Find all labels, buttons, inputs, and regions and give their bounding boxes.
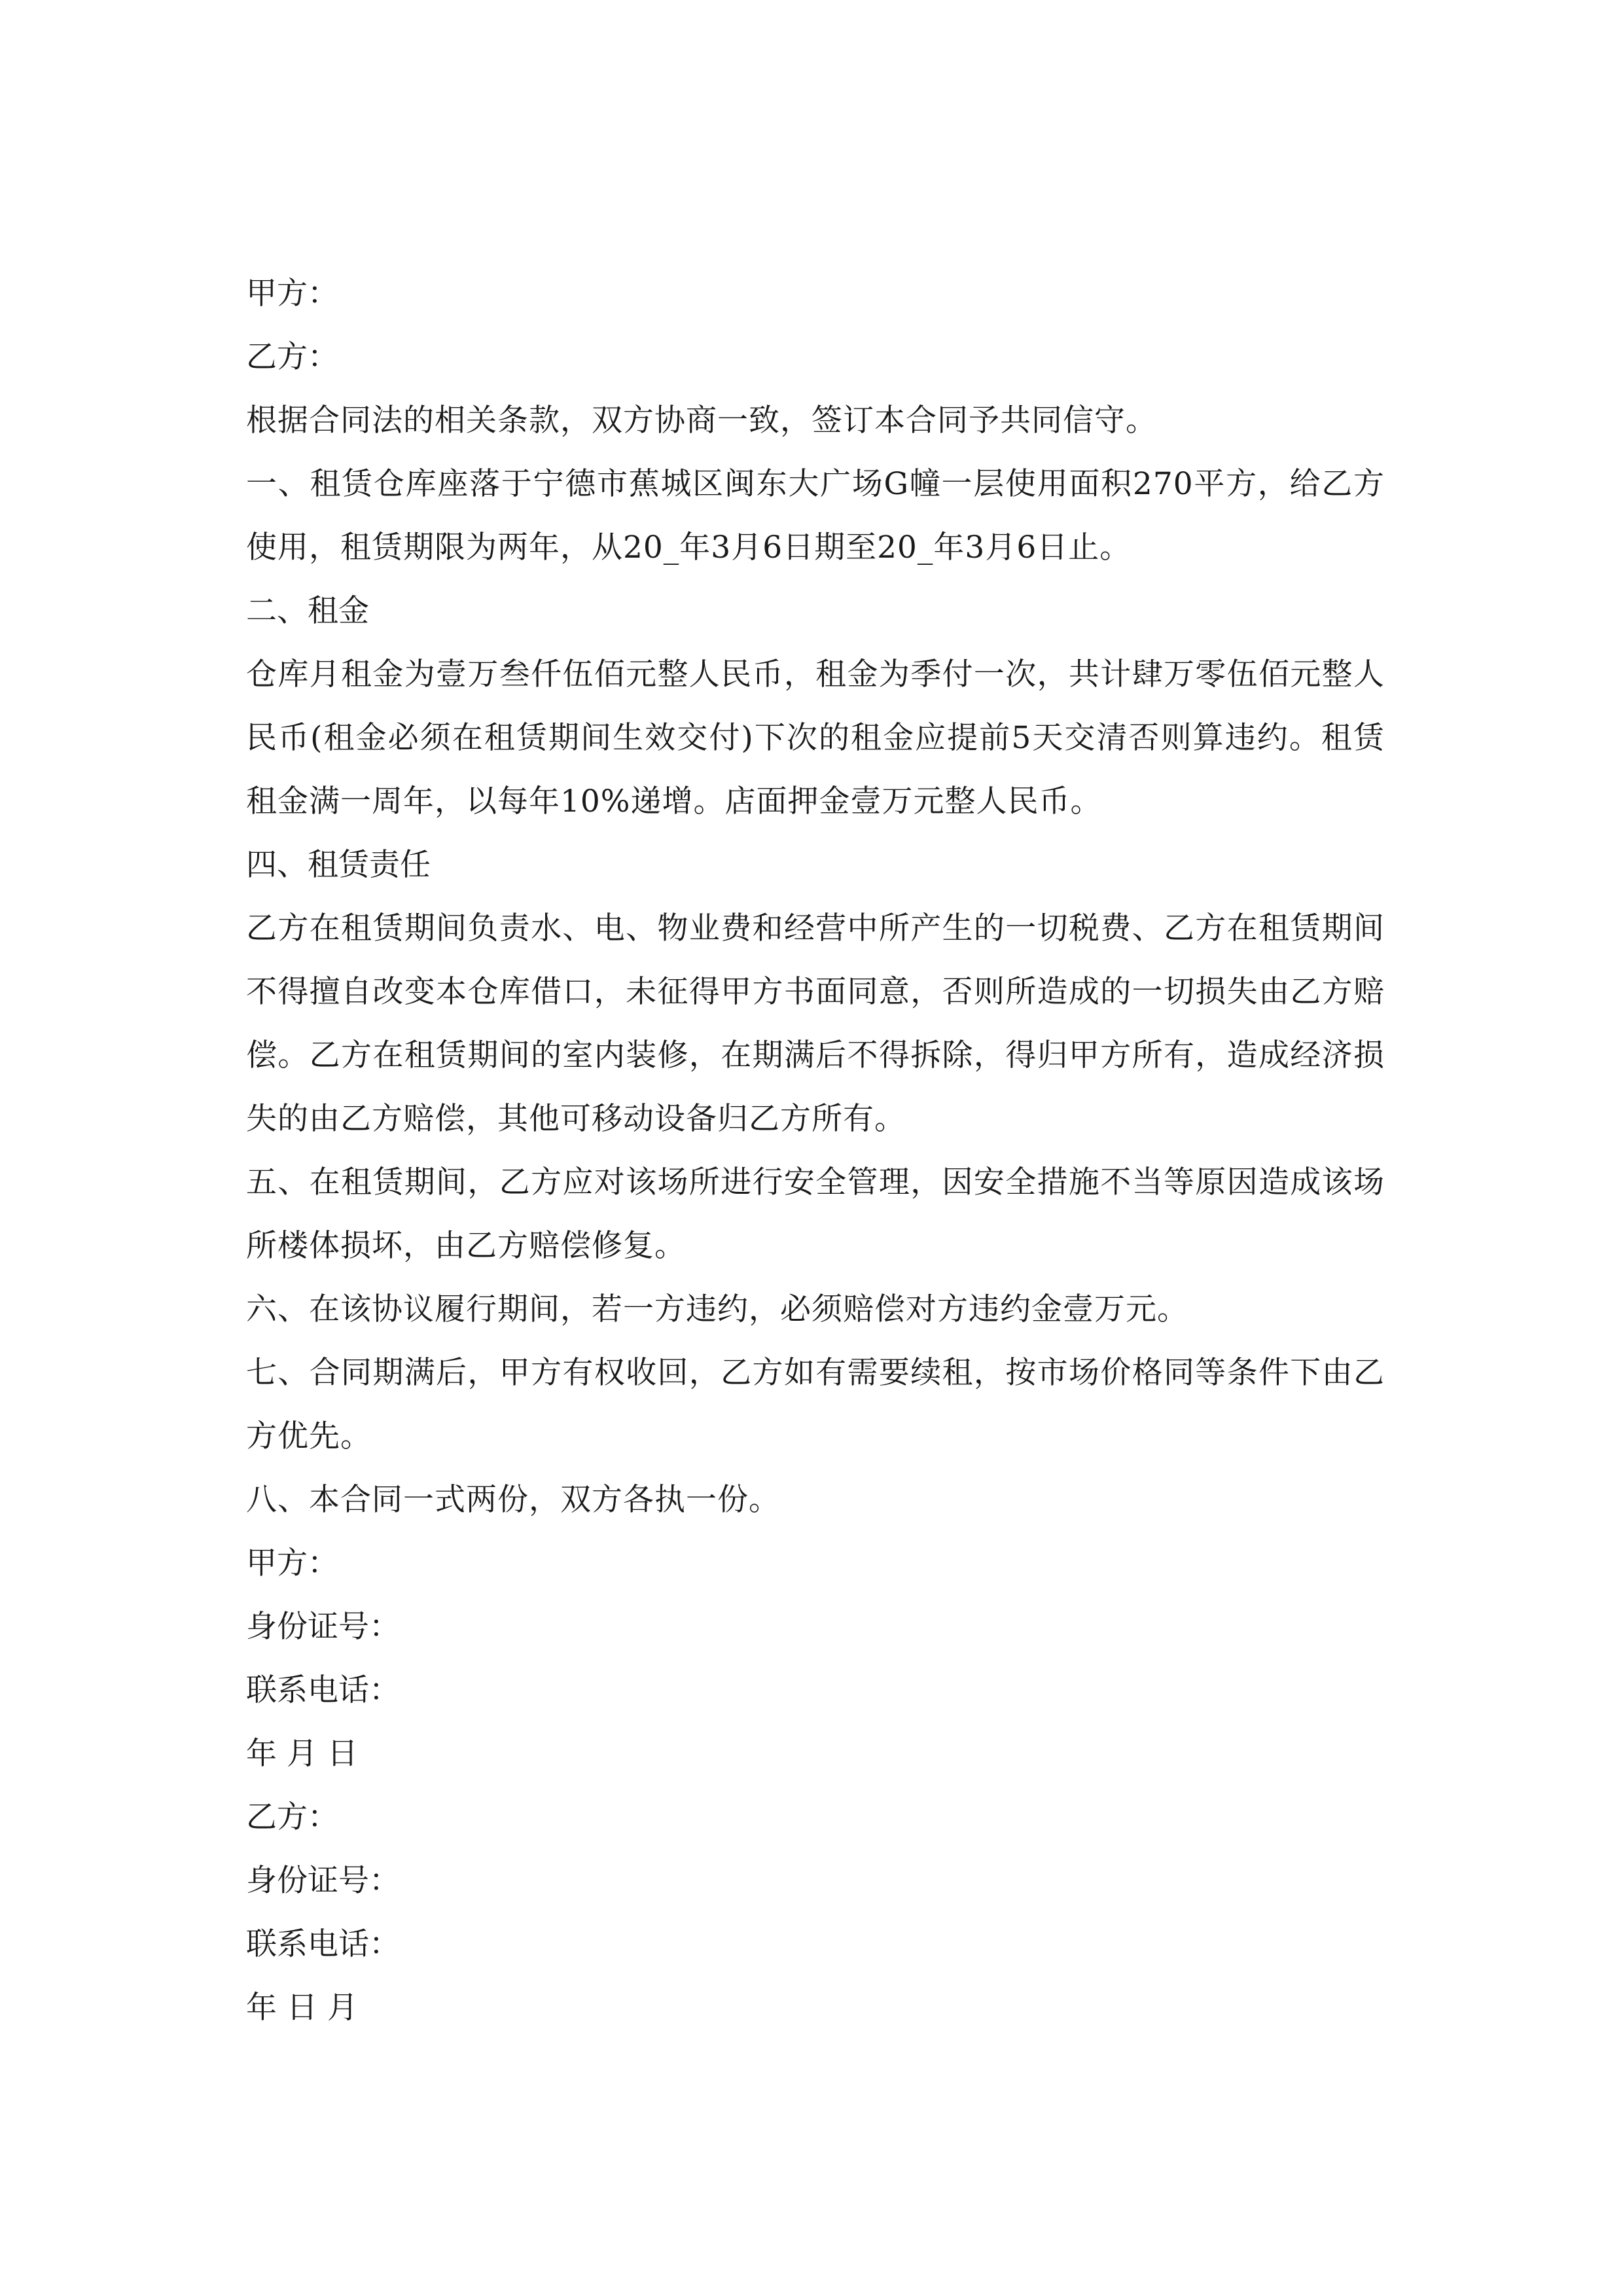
clause-1: 一、租赁仓库座落于宁德市蕉城区闽东大广场G幢一层使用面积270平方，给乙方使用，租赁期限为两年，从20_年3月6日期至20_年3月6日止。	[246, 466, 1385, 565]
party-b-date-label: 年 日 月	[246, 1990, 358, 2026]
clause-4-heading: 四、租赁责任	[246, 847, 431, 883]
clause-7: 七、合同期满后，甲方有权收回，乙方如有需要续租，按市场价格同等条件下由乙方优先。	[246, 1355, 1385, 1454]
party-a-signature-block	[246, 1532, 1385, 1785]
party-b-id-label: 身份证号：	[246, 1863, 400, 1899]
clause-8: 八、本合同一式两份，双方各执一份。	[246, 1482, 780, 1518]
intro-paragraph: 根据合同法的相关条款，双方协商一致，签订本合同予共同信守。	[246, 403, 1157, 439]
clause-2-body: 仓库月租金为壹万叁仟伍佰元整人民币，租金为季付一次，共计肆万零伍佰元整人民币(租金必须在租赁期间生效交付)下次的租金应提前5天交清否则算违约。租赁租金满一周年，以每年10%递增。店面押金壹万元整人民币。	[246, 656, 1385, 819]
clause-6: 六、在该协议履行期间，若一方违约，必须赔偿对方违约金壹万元。	[246, 1291, 1188, 1327]
party-b-phone-label: 联系电话：	[246, 1926, 400, 1962]
contract-page	[246, 262, 1385, 2039]
party-a-id-label: 身份证号：	[246, 1609, 400, 1645]
party-a-date-label: 年 月 日	[246, 1736, 358, 1772]
party-a-label: 甲方：	[246, 276, 338, 312]
party-b-label: 乙方：	[246, 339, 338, 375]
party-a-phone-label: 联系电话：	[246, 1672, 400, 1708]
party-b-sign-label: 乙方：	[246, 1799, 338, 1835]
party-b-signature-block	[246, 1785, 1385, 2039]
clause-2-heading: 二、租金	[246, 593, 369, 629]
party-a-sign-label: 甲方：	[246, 1545, 338, 1581]
clause-5: 五、在租赁期间，乙方应对该场所进行安全管理，因安全措施不当等原因造成该场所楼体损坏，由乙方赔偿修复。	[246, 1164, 1385, 1264]
clause-4-body: 乙方在租赁期间负责水、电、物业费和经营中所产生的一切税费、乙方在租赁期间不得擅自改变本仓库借口，未征得甲方书面同意，否则所造成的一切损失由乙方赔偿。乙方在租赁期间的室内装修，在期满后不得拆除，得归甲方所有，造成经济损失的由乙方赔偿，其他可移动设备归乙方所有。	[246, 910, 1385, 1137]
